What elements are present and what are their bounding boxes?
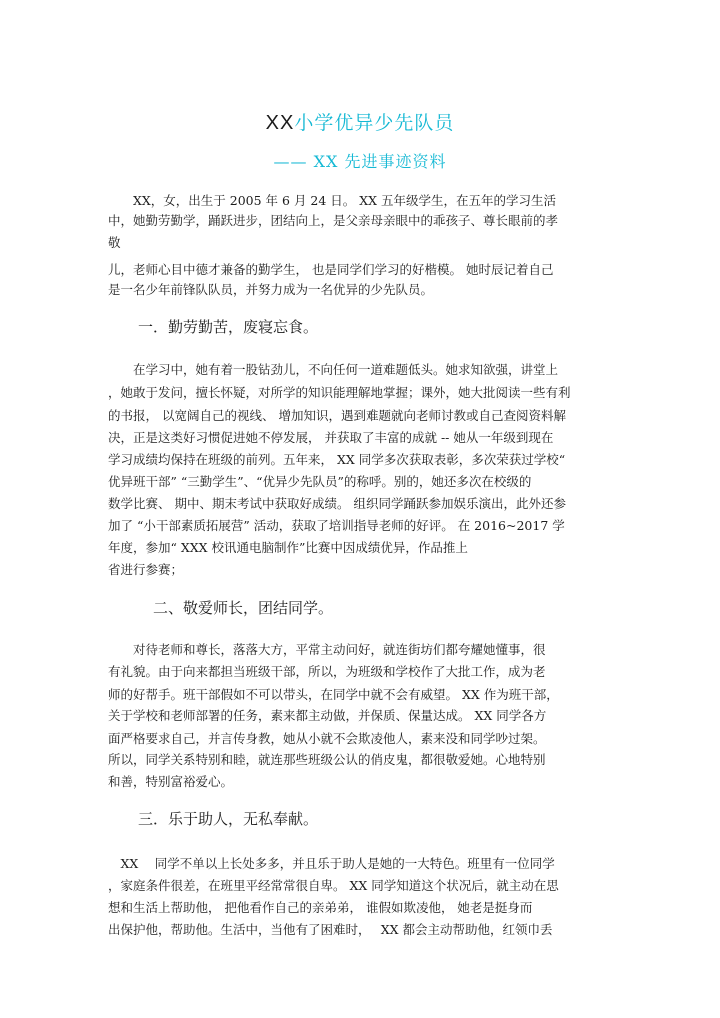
paragraph-line: 对待老师和尊长，落落大方，平常主动问好，就连街坊们都夸耀她懂事，很 xyxy=(108,642,546,657)
paragraph-line: 数学比赛、 期中、期末考试中获取好成绩。 组织同学踊跃参加娱乐演出，此外还参 xyxy=(108,496,566,511)
intro-line: 敬 xyxy=(108,235,121,250)
title-text: 小学优异少先队员 xyxy=(294,112,455,134)
paragraph-line: ，她敢于发问，擅长怀疑，对所学的知识能理解地掌握；课外，她大批阅读一些有利 xyxy=(108,385,571,400)
paragraph-line: 省进行参赛； xyxy=(108,562,184,577)
paragraph-line: ，家庭条件很差，在班里平经常常很自卑。 XX 同学知道这个状况后，就主动在思 xyxy=(108,878,559,893)
paragraph-line: 在学习中，她有着一股钻劲儿，不向任何一道难题低头。她求知欲强，讲堂上 xyxy=(108,362,559,377)
paragraph-line: 面严格要求自己，并言传身教，她从小就不会欺凌他人，素来没和同学吵过架。 xyxy=(108,731,546,746)
paragraph-line: 关于学校和老师部署的任务，素来都主动做，并保质、保量达成。 XX 同学各方 xyxy=(108,708,547,723)
intro-line: 中，她勤劳勤学，踊跃进步，团结向上，是父亲母亲眼中的乖孩子、尊长眼前的孝 xyxy=(108,213,559,228)
document-subtitle: —— XX 先进事迹资料 xyxy=(273,152,447,171)
paragraph-line: 的书报， 以宽阔自己的视线、 增加知识，遇到难题就向老师讨教或自己查阅资料解 xyxy=(108,408,566,423)
paragraph-line: 师的好帮手。班干部假如不可以带头，在同学中就不会有威望。 XX 作为班干部， xyxy=(108,687,559,702)
paragraph-line: 加了 “小干部素质拓展营” 活动，获取了培训指导老师的好评。 在 2016~2017 学 xyxy=(108,518,565,533)
paragraph-line: 学习成绩均保持在班级的前列。五年来， XX 同学多次获取表彰，多次荣获过学校“ xyxy=(108,452,566,467)
paragraph-line: 和善，特别富裕爱心。 xyxy=(108,774,234,789)
paragraph-line: 有礼貌。由于向来都担当班级干部，所以，为班级和学校作了大批工作，成为老 xyxy=(108,664,546,679)
title-prefix: XX xyxy=(265,112,295,134)
paragraph-line: XX 同学不单以上长处多多，并且乐于助人是她的一大特色。班里有一位同学 xyxy=(108,856,555,871)
paragraph-line: 出保护他，帮助他。生活中，当他有了困难时， XX 都会主动帮助他，红领巾丢 xyxy=(108,922,553,937)
paragraph-line: 年度，参加“ XXX 校讯通电脑制作”比赛中因成绩优异，作品推上 xyxy=(108,540,468,555)
paragraph-line: 所以，同学关系特别和睦，就连那些班级公认的俏皮鬼，都很敬爱她。心地特别 xyxy=(108,752,546,767)
document-title xyxy=(0,108,720,135)
intro-line: XX，女，出生于 2005 年 6 月 24 日。 XX 五年级学生，在五年的学习生活 xyxy=(108,193,557,208)
section-heading: 三．乐于助人，无私奉献。 xyxy=(138,810,319,828)
paragraph-line: 想和生活上帮助他， 把他看作自己的亲弟弟， 谁假如欺凌他， 她老是挺身而 xyxy=(108,900,533,915)
section-heading: 一．勤劳勤苦，废寝忘食。 xyxy=(138,318,319,336)
intro-line: 是一名少年前锋队队员，并努力成为一名优异的少先队员。 xyxy=(108,282,434,297)
section-heading: 二、敬爱师长，团结同学。 xyxy=(153,599,334,617)
paragraph-line: 优异班干部” “三勤学生”、“优异少先队员”的称呼。别的，她还多次在校级的 xyxy=(108,474,532,489)
intro-line: 儿，老师心目中德才兼备的勤学生， 也是同学们学习的好楷模。 她时辰记着自己 xyxy=(108,262,554,277)
paragraph-line: 决，正是这类好习惯促进她不停发展， 并获取了丰富的成就 -- 她从一年级到现在 xyxy=(108,430,554,445)
